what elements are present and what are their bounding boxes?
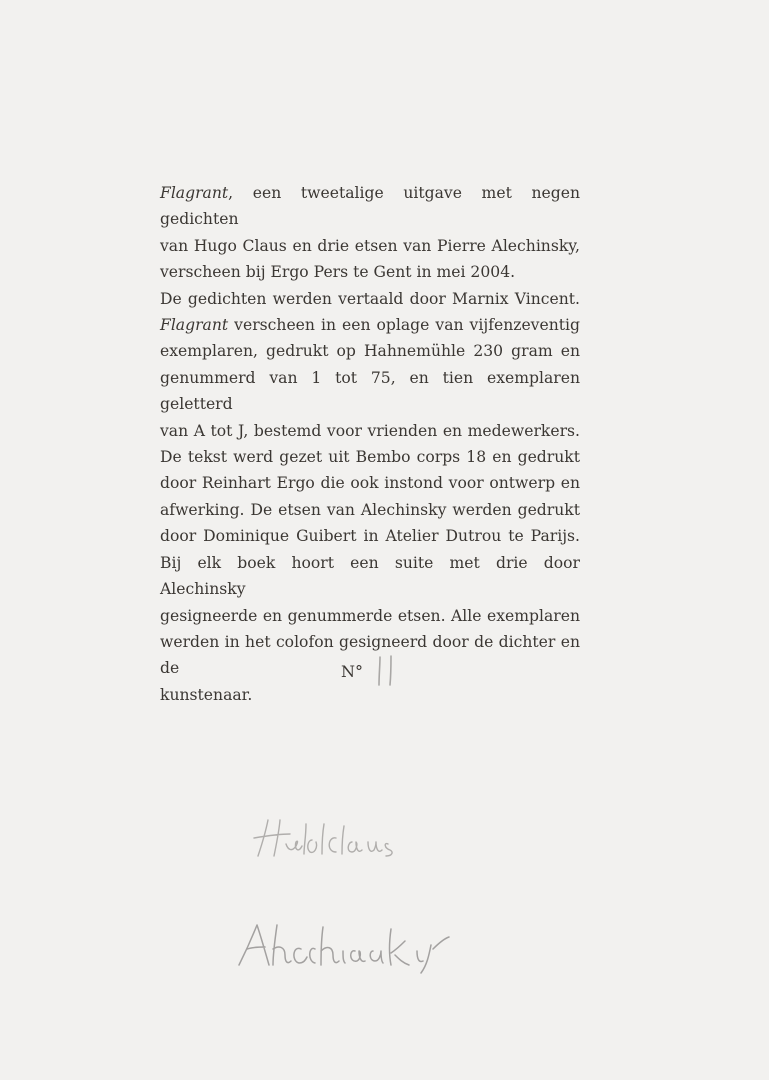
- colophon-line: van A tot J, bestemd voor vrienden en medewerkers.: [160, 421, 580, 440]
- colophon-line: door Reinhart Ergo die ook instond voor ontwerp en: [160, 474, 580, 493]
- colophon-line: door Dominique Guibert in Atelier Dutrou te Parijs.: [160, 527, 580, 546]
- colophon-line: kunstenaar.: [160, 685, 253, 704]
- colophon-line: De tekst werd gezet uit Bembo corps 18 en gedrukt: [160, 448, 580, 467]
- colophon-line: Bij elk boek hoort een suite met drie door Alechinsky: [160, 553, 580, 599]
- colophon-line: De gedichten werden vertaald door Marnix Vincent.: [160, 289, 580, 308]
- colophon-line: gesigneerde en genummerde etsen. Alle exemplaren: [160, 606, 580, 625]
- number-prefix: N°: [341, 661, 363, 681]
- colophon-line: exemplaren, gedrukt op Hahnemühle 230 gram en: [160, 342, 580, 361]
- colophon-line: werden in het colofon gesigneerd door de dichter en de: [160, 632, 580, 678]
- book-title: Flagrant: [160, 184, 229, 202]
- colophon-text: [160, 180, 580, 708]
- colophon-line: Flagrant, een tweetalige uitgave met negen gedichten: [160, 184, 580, 229]
- colophon-line: Flagrant verscheen in een oplage van vijfenzeventig: [160, 316, 580, 335]
- colophon-line: afwerking. De etsen van Alechinsky werden gedrukt: [160, 500, 580, 519]
- colophon-line: genummerd van 1 tot 75, en tien exemplaren geletterd: [160, 368, 580, 414]
- poet-signature: [240, 810, 420, 870]
- book-title: Flagrant: [160, 316, 229, 335]
- artist-signature: [235, 915, 465, 975]
- copy-number: [341, 655, 397, 687]
- colophon-line: verscheen bij Ergo Pers te Gent in mei 2004.: [160, 263, 516, 282]
- colophon-line: van Hugo Claus en drie etsen van Pierre Alechinsky,: [160, 236, 580, 255]
- handwritten-copy-number: [375, 655, 397, 687]
